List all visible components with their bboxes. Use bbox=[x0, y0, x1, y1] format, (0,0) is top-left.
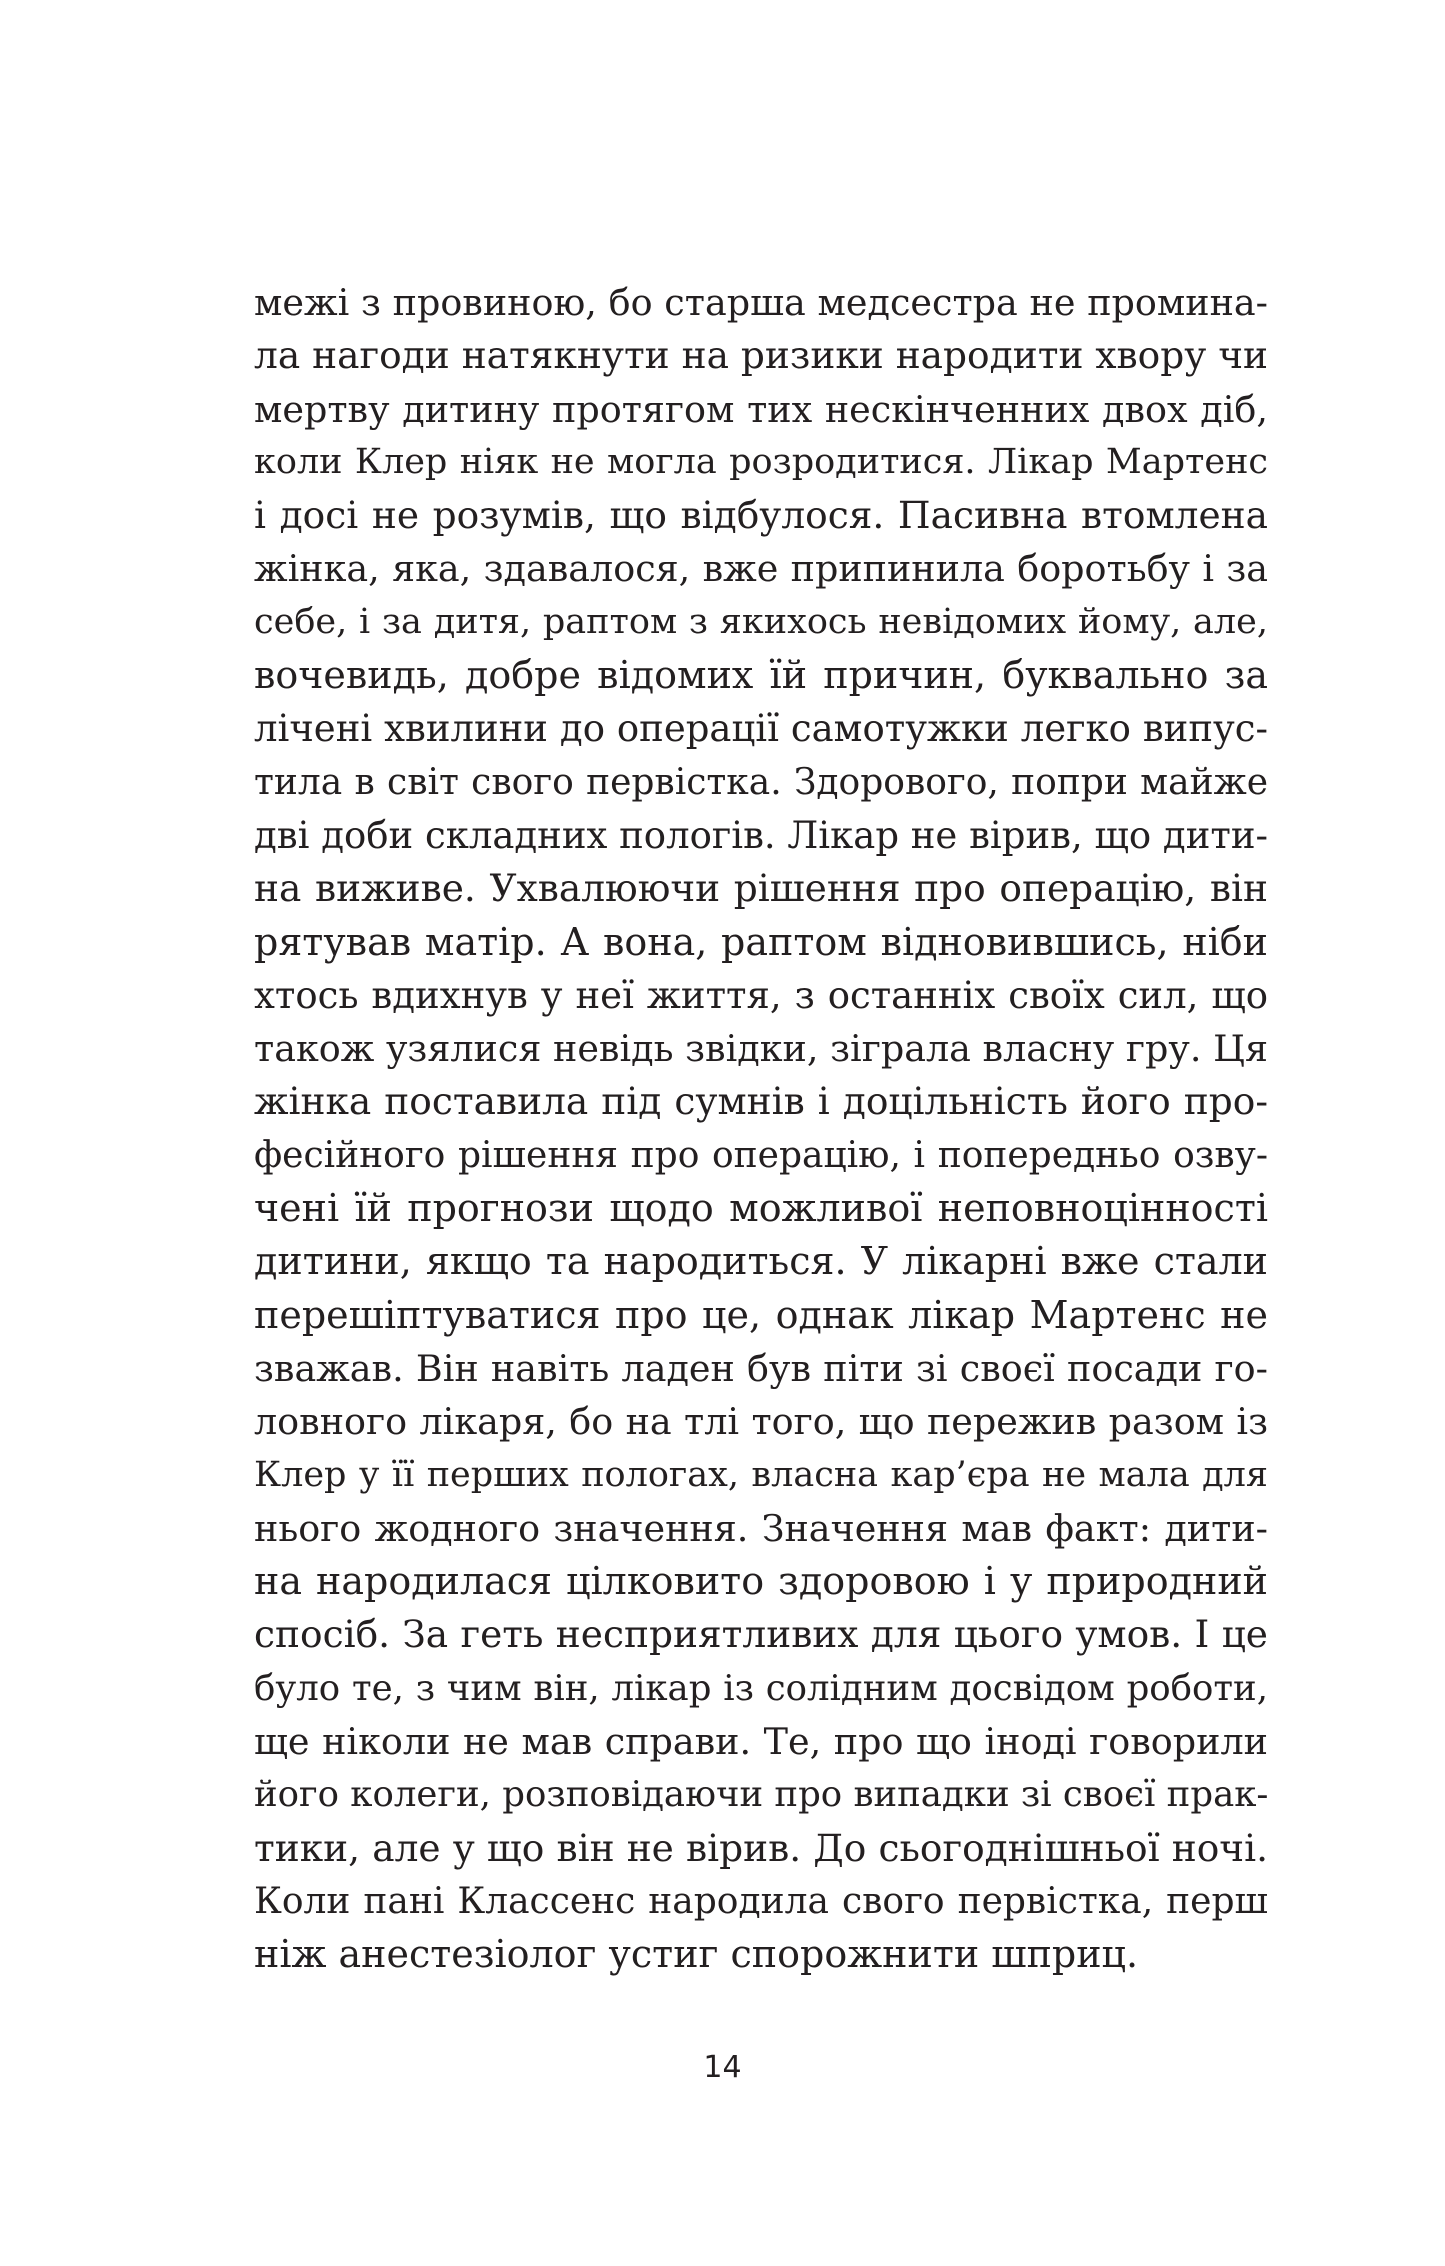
text-line: себе, і за дитя, раптом з якихось невідомих йому, але, bbox=[254, 601, 1268, 642]
text-line: на виживе. Ухвалюючи рішення про операцію, він bbox=[254, 866, 1268, 911]
text-line: коли Клер ніяк не могла розродитися. Лікар Мартенс bbox=[254, 441, 1268, 482]
text-line: нього жодного значення. Значення мав факт: дити- bbox=[254, 1506, 1268, 1550]
text-line: тила в світ свого первістка. Здорового, попри майже bbox=[254, 761, 1268, 803]
text-line: ла нагоди натякнути на ризики народити хвору чи bbox=[254, 333, 1268, 378]
text-line: рятував матір. А вона, раптом відновившись, ніби bbox=[254, 919, 1268, 964]
text-line: дитини, якщо та народиться. У лікарні вже стали bbox=[254, 1239, 1268, 1284]
text-line: перешіптуватися про це, однак лікар Мартенс не bbox=[254, 1292, 1268, 1337]
text-line: мертву дитину протягом тих нескінченних двох діб, bbox=[254, 387, 1268, 431]
text-line: на народилася цілковито здоровою і у природний bbox=[254, 1559, 1268, 1604]
text-line: дві доби складних пологів. Лікар не вірив, що дити- bbox=[254, 813, 1268, 857]
text-line: хтось вдихнув у неї життя, з останніх своїх сил, що bbox=[254, 973, 1268, 1017]
text-line: спосіб. За геть несприятливих для цього умов. І це bbox=[254, 1612, 1268, 1657]
text-line: ще ніколи не мав справи. Те, про що іноді говорили bbox=[254, 1720, 1268, 1764]
page-number: 14 bbox=[703, 2050, 742, 2085]
text-line: і досі не розумів, що відбулося. Пасивна втомлена bbox=[254, 493, 1268, 538]
text-line: фесійного рішення про операцію, і попередньо озву- bbox=[254, 1134, 1268, 1176]
text-line: було те, з чим він, лікар із солідним досвідом роботи, bbox=[254, 1667, 1268, 1709]
text-line: вочевидь, добре відомих їй причин, буквально за bbox=[254, 653, 1268, 698]
text-line: зважав. Він навіть ладен був піти зі своєї посади го- bbox=[254, 1346, 1268, 1390]
text-line: Клер у її перших пологах, власна кар’єра не мала для bbox=[254, 1454, 1268, 1495]
text-line: чені їй прогнози щодо можливої неповноцінності bbox=[254, 1186, 1268, 1231]
text-line-last: ніж анестезіолог устиг спорожнити шприц. bbox=[254, 1932, 1139, 1977]
text-line: його колеги, розповідаючи про випадки зі своєї прак- bbox=[254, 1774, 1269, 1816]
body-text bbox=[254, 276, 1268, 1982]
text-line: Коли пані Классенс народила свого первістка, перш bbox=[254, 1880, 1268, 1922]
text-line: жінка, яка, здавалося, вже припинила боротьбу і за bbox=[254, 547, 1268, 591]
text-line: жінка поставила під сумнів і доцільність його про- bbox=[254, 1079, 1268, 1124]
text-line: тики, але у що він не вірив. До сьогоднішньої ночі. bbox=[254, 1825, 1268, 1870]
text-line: також узялися невідь звідки, зіграла власну гру. Ця bbox=[254, 1027, 1268, 1071]
text-line: ловного лікаря, бо на тлі того, що пережив разом із bbox=[254, 1400, 1268, 1444]
text-line: лічені хвилини до операції самотужки легко випус- bbox=[254, 707, 1268, 751]
text-line: межі з провиною, бо старша медсестра не промина- bbox=[254, 281, 1268, 324]
